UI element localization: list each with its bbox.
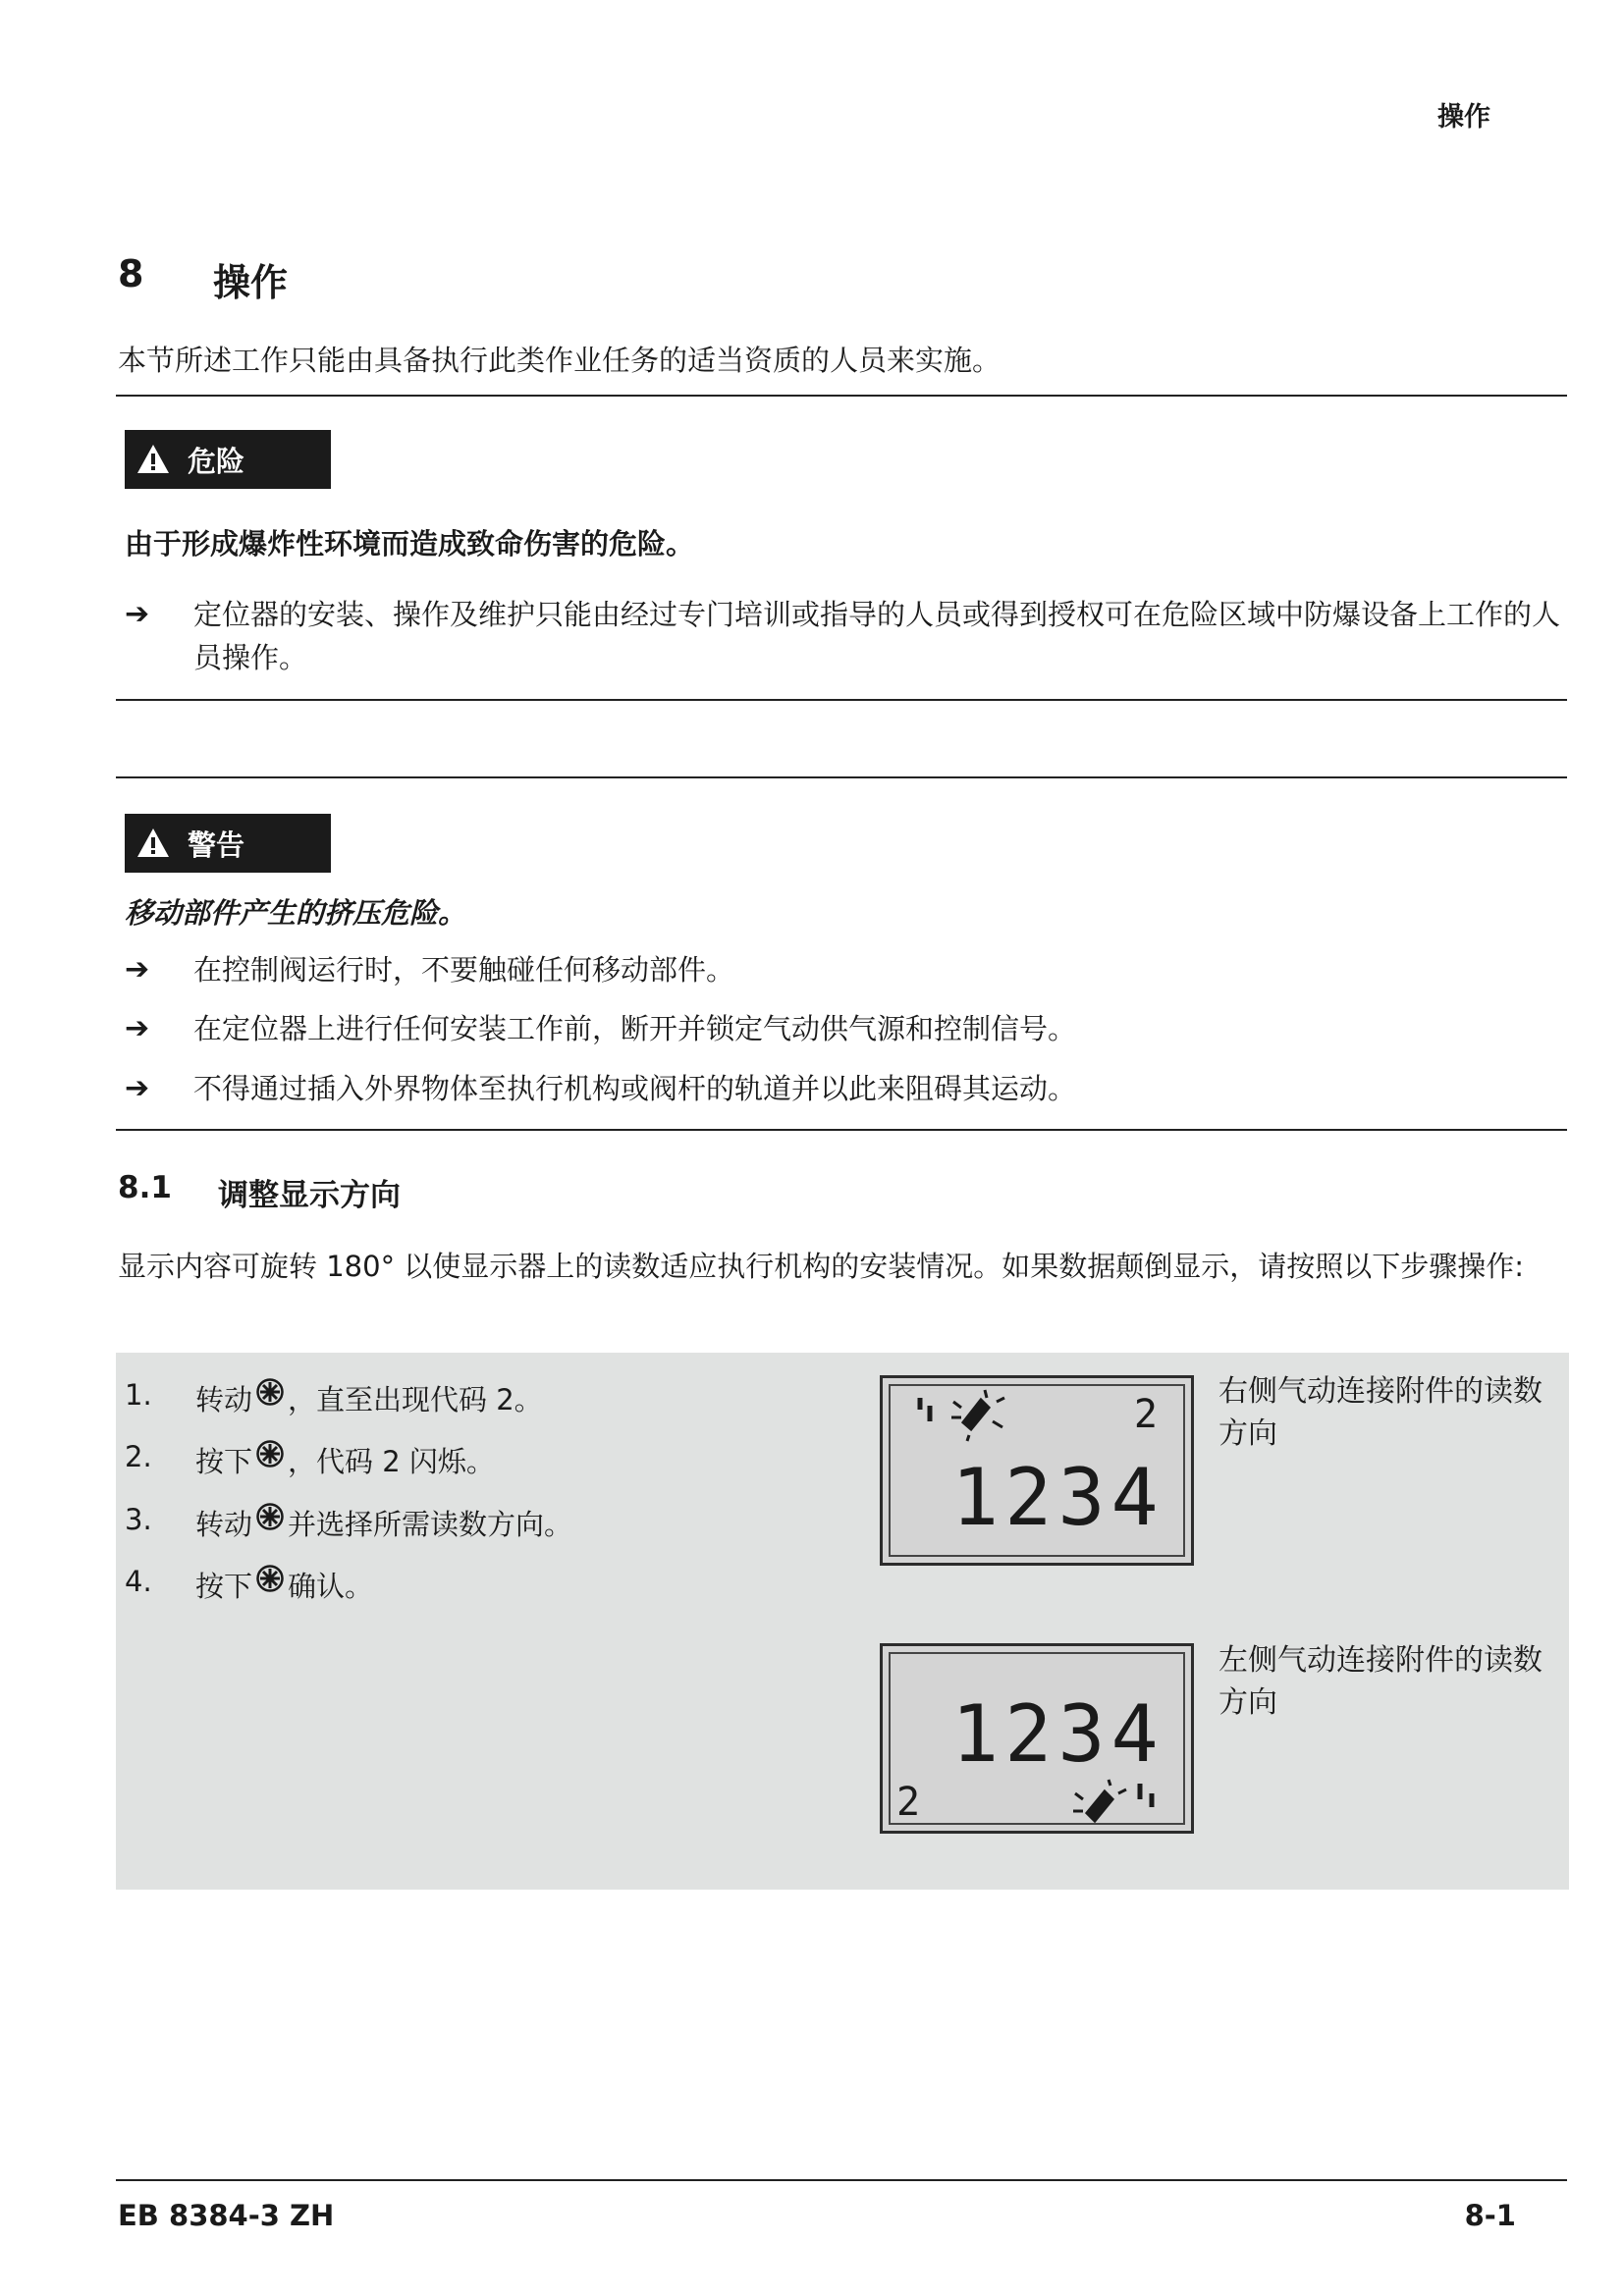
warning-label: 警告 <box>188 828 245 862</box>
step-item <box>125 1565 373 1605</box>
danger-bullet-text: 定位器的安装、操作及维护只能由经过专门培训或指导的人员或得到授权可在危险区域中防爆设备上工作的人员操作。 <box>193 598 1561 674</box>
step-number: 1. <box>125 1378 152 1412</box>
warning-triangle-icon <box>136 443 170 476</box>
arrow-icon: ➔ <box>125 1011 150 1045</box>
step-text-before: 转动 <box>195 1508 253 1541</box>
lcd-code: 2 <box>896 1780 921 1825</box>
indicator-icon <box>1140 1784 1152 1807</box>
chapter-number: 8 <box>118 252 144 295</box>
step-item <box>125 1440 495 1480</box>
page-number: 8-1 <box>1464 2199 1516 2232</box>
warning-bullet <box>125 1067 1568 1110</box>
intro-paragraph: 本节所述工作只能由具备执行此类作业任务的适当资质的人员来实施。 <box>118 344 1001 377</box>
danger-badge <box>125 430 331 489</box>
divider <box>116 1129 1567 1131</box>
blinking-wrench-icon <box>1073 1780 1126 1821</box>
warning-bullet-text: 不得通过插入外界物体至执行机构或阀杆的轨道并以此来阻碍其运动。 <box>193 1072 1077 1105</box>
rotary-pushbutton-icon <box>256 1503 284 1530</box>
running-header: 操作 <box>1437 102 1490 133</box>
warning-bullet <box>125 948 1568 991</box>
lcd-reading: 1234 <box>951 1688 1164 1780</box>
footer-divider <box>116 2179 1567 2181</box>
indicator-icon <box>920 1398 930 1421</box>
danger-bullet <box>125 593 1568 679</box>
step-text-before: 按下 <box>195 1445 253 1478</box>
display-caption: 左侧气动连接附件的读数方向 <box>1218 1643 1543 1720</box>
step-number: 2. <box>125 1440 152 1473</box>
step-text-before: 转动 <box>195 1383 253 1416</box>
display-caption: 右侧气动连接附件的读数方向 <box>1218 1374 1543 1451</box>
danger-heading: 由于形成爆炸性环境而造成致命伤害的危险。 <box>125 527 695 561</box>
step-text-after: 确认。 <box>288 1570 374 1603</box>
step-number: 4. <box>125 1565 152 1598</box>
step-text-after: ，代码 2 闪烁。 <box>288 1445 495 1478</box>
rotary-pushbutton-icon <box>256 1565 284 1592</box>
section-number: 8.1 <box>118 1170 172 1205</box>
arrow-icon: ➔ <box>125 952 150 987</box>
warning-bullet-text: 在定位器上进行任何安装工作前，断开并锁定气动供气源和控制信号。 <box>193 1012 1077 1045</box>
arrow-icon: ➔ <box>125 597 150 631</box>
rotary-pushbutton-icon <box>256 1378 284 1406</box>
lcd-reading: 1234 <box>951 1452 1164 1543</box>
warning-heading: 移动部件产生的挤压危险。 <box>125 896 467 930</box>
warning-bullet-text: 在控制阀运行时，不要触碰任何移动部件。 <box>193 953 735 987</box>
chapter-title: 操作 <box>213 261 289 304</box>
document-id: EB 8384-3 ZH <box>118 2199 335 2232</box>
step-item <box>125 1503 572 1543</box>
blinking-wrench-icon <box>951 1390 1004 1441</box>
warning-bullet <box>125 1007 1568 1050</box>
lcd-display-right <box>880 1375 1194 1566</box>
step-text-after: ，直至出现代码 2。 <box>288 1383 543 1416</box>
step-text-before: 按下 <box>195 1570 253 1603</box>
lcd-display-left <box>880 1643 1194 1834</box>
rotary-pushbutton-icon <box>256 1440 284 1468</box>
divider <box>116 699 1567 701</box>
warning-badge <box>125 814 331 873</box>
divider <box>116 395 1567 397</box>
arrow-icon: ➔ <box>125 1071 150 1105</box>
lcd-code: 2 <box>1133 1392 1158 1437</box>
warning-triangle-icon <box>136 827 170 860</box>
step-text-after: 并选择所需读数方向。 <box>288 1508 573 1541</box>
section-paragraph: 显示内容可旋转 180° 以使显示器上的读数适应执行机构的安装情况。如果数据颠倒显示，请按照以下步骤操作: <box>118 1250 1525 1283</box>
danger-label: 危险 <box>188 444 245 478</box>
step-number: 3. <box>125 1503 152 1536</box>
step-item <box>125 1378 543 1418</box>
divider <box>116 776 1567 778</box>
section-title: 调整显示方向 <box>218 1178 401 1213</box>
